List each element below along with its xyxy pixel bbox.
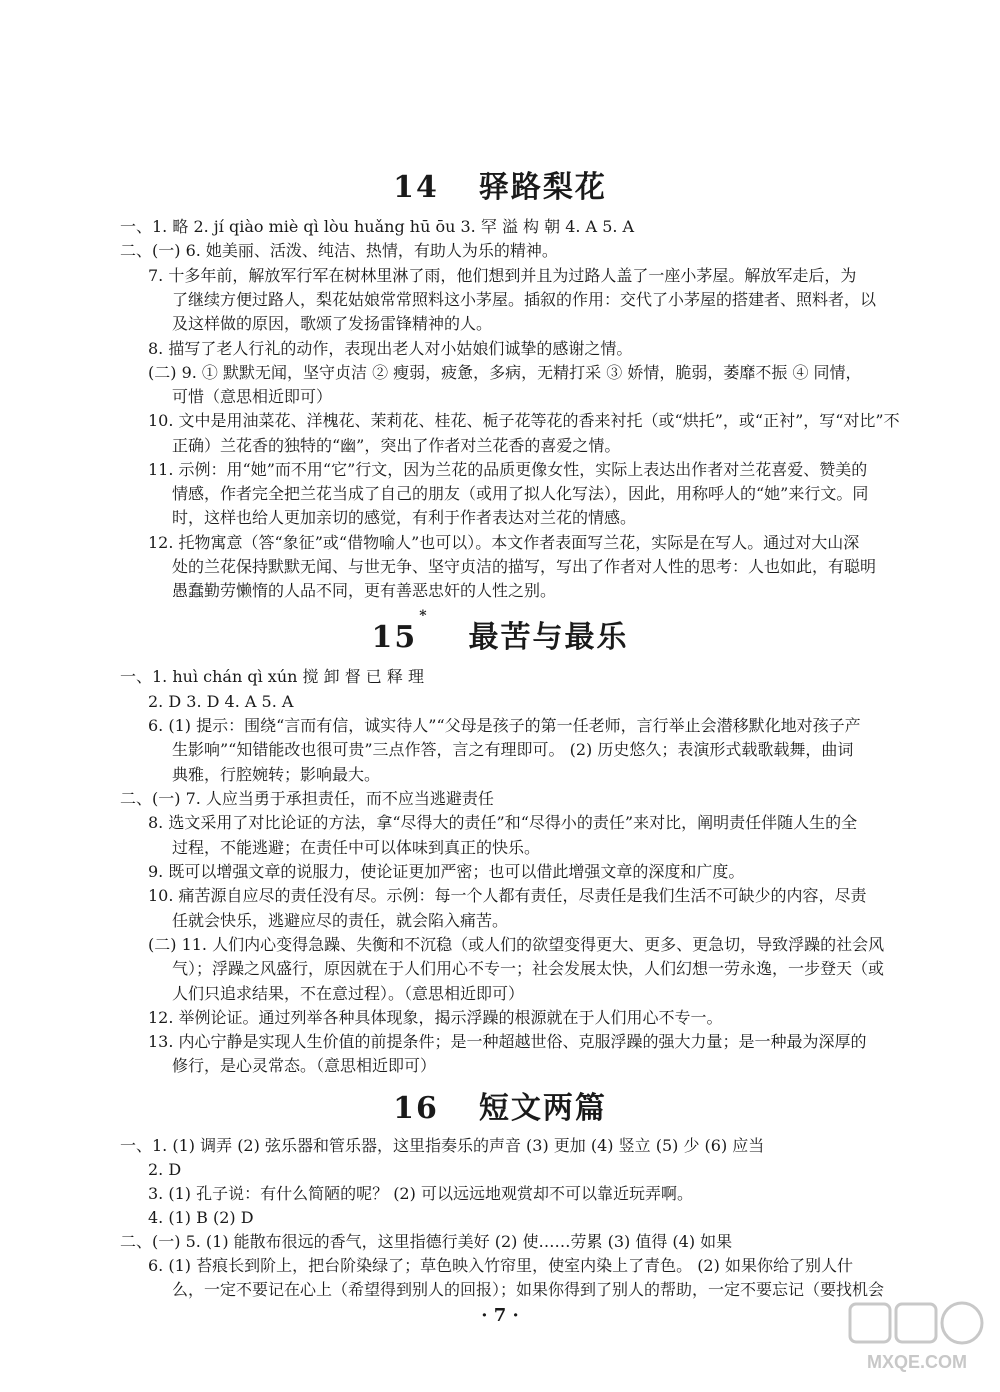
section-heading: 驿路梨花 <box>478 170 607 205</box>
answer-line: 8. 描写了老人行礼的动作，表现出老人对小姑娘们诚挚的感谢之情。 <box>148 339 633 358</box>
answer-line: 9. 既可以增强文章的说服力，使论证更加严密；也可以借此增强文章的深度和广度。 <box>148 862 745 881</box>
answer-line: 10. 文中是用油菜花、洋槐花、茉莉花、桂花、栀子花等花的香来衬托（或“烘托”，或“正衬”，写“对比”不 <box>148 411 900 430</box>
answer-line: 及这样做的原因，歌颂了发扬雷锋精神的人。 <box>172 314 493 333</box>
answer-line: 3. (1) 孔子说：有什么简陋的呢？ (2) 可以远远地观赏却不可以靠近玩弄啊。 <box>148 1184 693 1203</box>
answer-line: 正确）兰花香的独特的“幽”，突出了作者对兰花香的喜爱之情。 <box>172 436 621 455</box>
answer-line: 8. 选文采用了对比论证的方法，拿“尽得大的责任”和“尽得小的责任”来对比，阐明责任伴随人生的全 <box>148 813 858 832</box>
answer-line: 一、1. 略 2. jí qiào miè qì lòu huǎng hū ōu 3. 罕 溢 构 朝 4. A 5. A <box>120 217 635 236</box>
answer-line: 4. (1) B (2) D <box>148 1208 254 1227</box>
answer-line: 7. 十多年前，解放军行军在树林里淋了雨，他们想到并且为过路人盖了一座小茅屋。解放军走后，为 <box>148 266 857 285</box>
answer-line: 10. 痛苦源自应尽的责任没有尽。示例：每一个人都有责任，尽责任是我们生活不可缺少的内容，尽责 <box>148 886 867 905</box>
section-title-16 <box>0 1083 1000 1127</box>
answer-line: 时，这样也给人更加亲切的感觉，有利于作者表达对兰花的情感。 <box>172 508 637 527</box>
answer-line: 气）；浮躁之风盛行，原因就在于人们用心不专一；社会发展太快，人们幻想一劳永逸，一步登天（或 <box>172 959 885 978</box>
section-number: 15* <box>371 608 429 655</box>
answer-line: 二、(一) 7. 人应当勇于承担责任，而不应当逃避责任 <box>120 789 494 808</box>
answer-line: 典雅，行腔婉转；影响最大。 <box>172 765 381 784</box>
answer-line: (二) 9. ① 默默无闻，坚守贞洁 ② 瘦弱，疲惫，多病，无精打采 ③ 娇情，脆弱，萎靡不振 ④ 同情， <box>148 363 862 382</box>
answer-line: 二、(一) 6. 她美丽、活泼、纯洁、热情，有助人为乐的精神。 <box>120 241 558 260</box>
section-number: 14 <box>393 170 439 205</box>
watermark-logo-icon <box>842 1298 992 1378</box>
answer-line: 么，一定不要记在心上（希望得到别人的回报）；如果你得到了别人的帮助，一定不要忘记（要找机会 <box>172 1280 885 1299</box>
section-heading: 最苦与最乐 <box>468 620 629 655</box>
section-title-15 <box>0 608 1000 656</box>
answer-line: 愚蠢勤劳懒惰的人品不同，更有善恶忠奸的人性之别。 <box>172 581 557 600</box>
answer-line: (二) 11. 人们内心变得急躁、失衡和不沉稳（或人们的欲望变得更大、更多、更急切，导致浮躁的社会风 <box>148 935 885 954</box>
answer-line: 处的兰花保持默默无闻、与世无争、坚守贞洁的描写，写出了作者对人性的思考：人也如此，有聪明 <box>172 557 877 576</box>
answer-line: 一、1. huì chán qì xún 搅 卸 督 已 释 理 <box>120 667 424 686</box>
section-title-14 <box>0 162 1000 206</box>
answer-line: 生影响”“知错能改也很可贵”三点作答，言之有理即可。 (2) 历史悠久；表演形式载歌载舞，曲词 <box>172 740 854 759</box>
answer-line: 11. 示例：用“她”而不用“它”行文，因为兰花的品质更像女性，实际上表达出作者对兰花喜爱、赞美的 <box>148 460 868 479</box>
answer-line: 13. 内心宁静是实现人生价值的前提条件；是一种超越世俗、克服浮躁的强大力量；是一种最为深厚的 <box>148 1032 867 1051</box>
answer-line: 人们只追求结果，不在意过程）。（意思相近即可） <box>172 984 525 1003</box>
answer-line: 了继续方便过路人，梨花姑娘常常照料这小茅屋。插叙的作用：交代了小茅屋的搭建者、照料者，以 <box>172 290 877 309</box>
answer-line: 修行，是心灵常态。（意思相近即可） <box>172 1056 437 1075</box>
page-number: · 7 · <box>481 1305 519 1326</box>
answer-line: 6. (1) 苔痕长到阶上，把台阶染绿了；草色映入竹帘里，使室内染上了青色。 (2) 如果你给了别人什 <box>148 1256 853 1275</box>
answer-line: 可惜（意思相近即可） <box>172 387 333 406</box>
answer-line: 2. D 3. D 4. A 5. A <box>148 692 294 711</box>
optional-mark: * <box>419 608 429 624</box>
answer-line: 情感，作者完全把兰花当成了自己的朋友（或用了拟人化写法），因此，用称呼人的“她”来行文。同 <box>172 484 869 503</box>
answer-line: 12. 举例论证。通过列举各种具体现象，揭示浮躁的根源就在于人们用心不专一。 <box>148 1008 723 1027</box>
answer-line: 一、1. (1) 调弄 (2) 弦乐器和管乐器，这里指奏乐的声音 (3) 更加 (4) 竖立 (5) 少 (6) 应当 <box>120 1136 765 1155</box>
watermark-url: MXQE.COM <box>866 1352 968 1372</box>
section-heading: 短文两篇 <box>478 1091 607 1126</box>
answer-line: 12. 托物寓意（答“象征”或“借物喻人”也可以）。本文作者表面写兰花，实际是在写人。通过对大山深 <box>148 533 860 552</box>
section-number: 16 <box>393 1091 439 1126</box>
answer-line: 过程，不能逃避；在责任中可以体味到真正的快乐。 <box>172 838 541 857</box>
answer-line: 2. D <box>148 1160 182 1179</box>
answer-line: 6. (1) 提示：围绕“言而有信，诚实待人”“父母是孩子的第一任老师，言行举止会潜移默化地对孩子产 <box>148 716 861 735</box>
answer-line: 任就会快乐，逃避应尽的责任，就会陷入痛苦。 <box>172 911 509 930</box>
answer-line: 二、(一) 5. (1) 能散布很远的香气，这里指德行美好 (2) 使……劳累 (3) 值得 (4) 如果 <box>120 1232 733 1251</box>
